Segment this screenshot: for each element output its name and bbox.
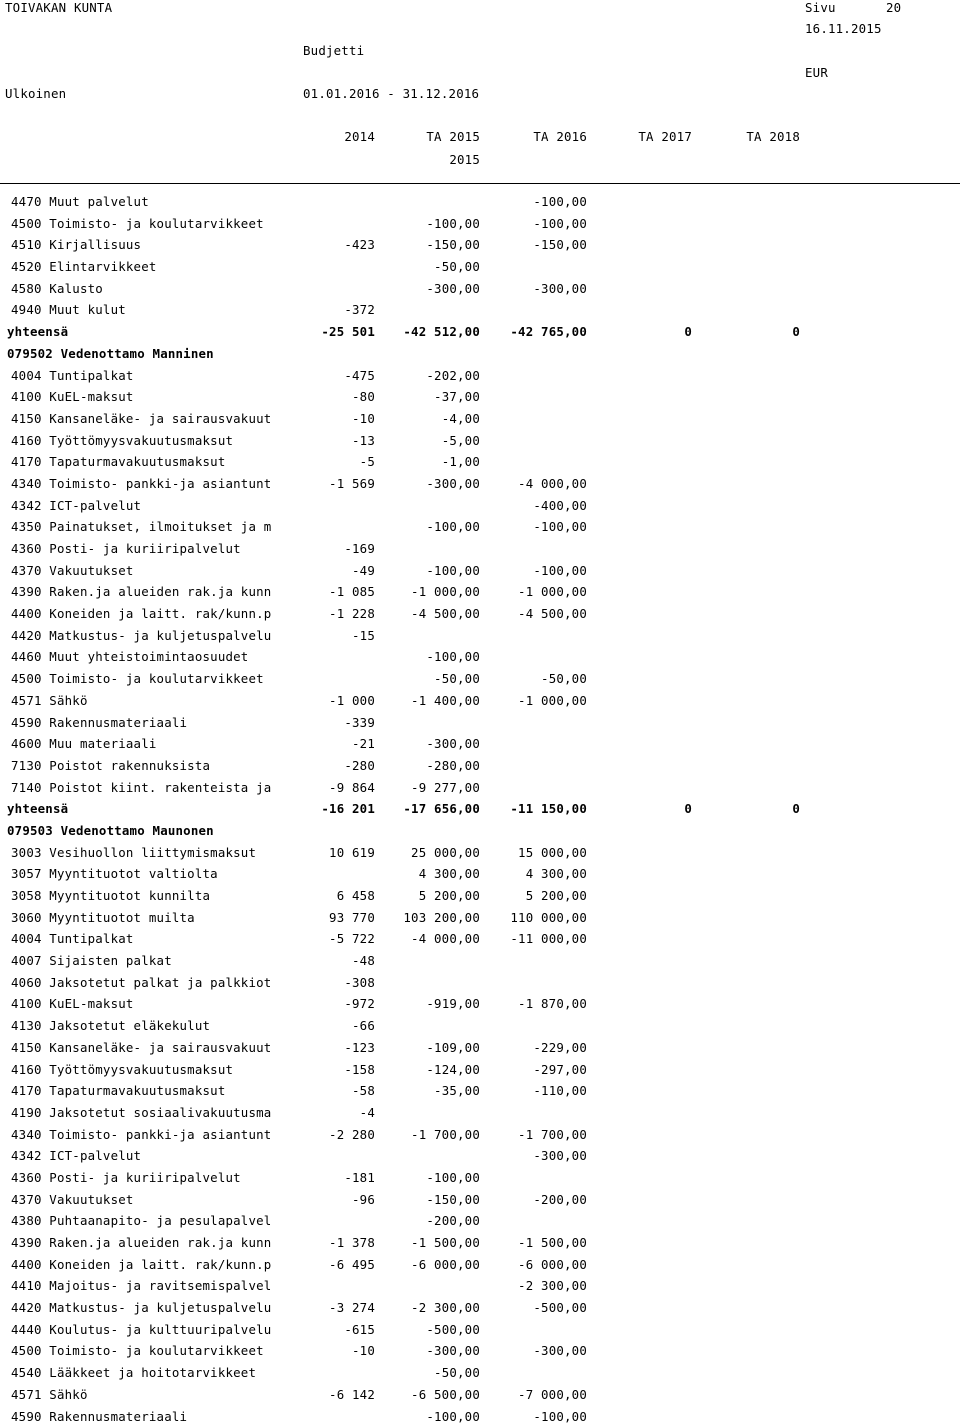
row-label: 4004 Tuntipalkat [11,365,134,387]
table-row [0,1102,960,1124]
row-label: 4380 Puhtaanapito- ja pesulapalvel [11,1210,271,1232]
cell-ta2015: -1,00 [442,451,480,473]
cell-2014: -1 000 [329,690,375,712]
table-row [0,299,960,321]
table-row [0,1189,960,1211]
cell-ta2016: -300,00 [533,1340,587,1362]
cell-2014: -1 378 [329,1232,375,1254]
row-label: 4100 KuEL-maksut [11,386,134,408]
table-row [0,1145,960,1167]
row-label: 4940 Muut kulut [11,299,126,321]
cell-ta2016: -100,00 [533,213,587,235]
cell-ta2015: 5 200,00 [419,885,480,907]
row-label: 4370 Vakuutukset [11,560,134,582]
cell-2014: 6 458 [337,885,375,907]
row-label: 4170 Tapaturmavakuutusmaksut [11,451,225,473]
cell-ta2018: 0 [792,798,800,820]
cell-ta2015: -150,00 [426,1189,480,1211]
cell-2014: -372 [344,299,375,321]
table-row [0,256,960,278]
row-label: 3003 Vesihuollon liittymismaksut [11,842,256,864]
cell-ta2015: -300,00 [426,278,480,300]
row-label: 4500 Toimisto- ja koulutarvikkeet [11,1340,264,1362]
cell-2014: -16 201 [321,798,375,820]
cell-2014: -280 [344,755,375,777]
cell-2014: -1 569 [329,473,375,495]
cell-ta2015: -5,00 [442,430,480,452]
cell-ta2016: -11 150,00 [510,798,587,820]
row-label: 4190 Jaksotetut sosiaalivakuutusma [11,1102,271,1124]
row-label: 4360 Posti- ja kuriiripalvelut [11,538,241,560]
cell-ta2015: -280,00 [426,755,480,777]
cell-ta2016: -100,00 [533,560,587,582]
table-row [0,603,960,625]
table-row [0,842,960,864]
cell-ta2016: -297,00 [533,1059,587,1081]
row-label: yhteensä [7,798,68,820]
cell-2014: -1 228 [329,603,375,625]
row-label: 4400 Koneiden ja laitt. rak/kunn.p [11,603,271,625]
cell-ta2016: 15 000,00 [518,842,587,864]
cell-ta2016: -4 000,00 [518,473,587,495]
cell-2014: -475 [344,365,375,387]
table-row [0,430,960,452]
cell-ta2015: -1 400,00 [411,690,480,712]
table-row [0,993,960,1015]
cell-2014: -1 085 [329,581,375,603]
cell-ta2017: 0 [684,321,692,343]
table-row [0,451,960,473]
cell-2014: -9 864 [329,777,375,799]
cell-ta2016: -500,00 [533,1297,587,1319]
row-label: 7140 Poistot kiint. rakenteista ja [11,777,271,799]
cell-ta2015: 103 200,00 [403,907,480,929]
cell-ta2018: 0 [792,321,800,343]
cell-ta2016: -1 500,00 [518,1232,587,1254]
cell-ta2016: -200,00 [533,1189,587,1211]
row-label: 4470 Muut palvelut [11,191,149,213]
cell-ta2015: 4 300,00 [419,863,480,885]
row-label: 4160 Työttömyysvakuutusmaksut [11,430,233,452]
cell-ta2015: -4 000,00 [411,928,480,950]
cell-ta2015: -50,00 [434,256,480,278]
cell-2014: -21 [352,733,375,755]
table-row [0,213,960,235]
cell-ta2015: 25 000,00 [411,842,480,864]
cell-2014: -15 [352,625,375,647]
table-row [0,712,960,734]
cell-2014: -4 [360,1102,375,1124]
cell-2014: -66 [352,1015,375,1037]
table-row [0,1015,960,1037]
table-row [0,495,960,517]
cell-ta2016: -1 000,00 [518,581,587,603]
cell-2014: -5 [360,451,375,473]
cell-ta2015: -200,00 [426,1210,480,1232]
row-label: 4160 Työttömyysvakuutusmaksut [11,1059,233,1081]
cell-2014: -308 [344,972,375,994]
cell-ta2015: -100,00 [426,1406,480,1427]
cell-ta2016: -400,00 [533,495,587,517]
column-subheader-ta2015: 2015 [449,152,480,167]
table-row [0,278,960,300]
page-number: 20 [886,0,901,15]
cell-ta2015: -100,00 [426,1167,480,1189]
row-label: 4400 Koneiden ja laitt. rak/kunn.p [11,1254,271,1276]
row-label: yhteensä [7,321,68,343]
cell-ta2016: -100,00 [533,191,587,213]
cell-ta2015: -4,00 [442,408,480,430]
cell-ta2016: -110,00 [533,1080,587,1102]
table-row [0,777,960,799]
table-row [0,950,960,972]
table-row [0,1340,960,1362]
table-row [0,386,960,408]
cell-ta2015: -300,00 [426,473,480,495]
row-label: 4590 Rakennusmateriaali [11,1406,187,1427]
column-header-ta2018: TA 2018 [746,129,800,144]
cell-ta2015: -124,00 [426,1059,480,1081]
row-label: 4520 Elintarvikkeet [11,256,157,278]
cell-ta2015: -1 700,00 [411,1124,480,1146]
row-label: 4410 Majoitus- ja ravitsemispalvel [11,1275,271,1297]
table-row [0,1080,960,1102]
column-header-ta2015: TA 2015 [426,129,480,144]
cell-ta2016: -229,00 [533,1037,587,1059]
cell-ta2015: -1 500,00 [411,1232,480,1254]
row-label: 4540 Lääkkeet ja hoitotarvikkeet [11,1362,256,1384]
cell-2014: -169 [344,538,375,560]
cell-2014: 93 770 [329,907,375,929]
cell-ta2015: -100,00 [426,560,480,582]
table-row [0,1319,960,1341]
row-label: 4170 Tapaturmavakuutusmaksut [11,1080,225,1102]
table-row [0,863,960,885]
row-label: 4150 Kansaneläke- ja sairausvakuut [11,408,271,430]
cell-2014: -181 [344,1167,375,1189]
cell-2014: -5 722 [329,928,375,950]
table-row-summary [0,798,960,820]
cell-ta2016: -4 500,00 [518,603,587,625]
cell-ta2015: -500,00 [426,1319,480,1341]
row-label: 4340 Toimisto- pankki-ja asiantunt [11,473,271,495]
cell-ta2016: -100,00 [533,1406,587,1427]
table-row [0,733,960,755]
table-row [0,1297,960,1319]
table-row [0,191,960,213]
row-label: 4360 Posti- ja kuriiripalvelut [11,1167,241,1189]
budget-table [0,191,960,1427]
row-label: 4060 Jaksotetut palkat ja palkkiot [11,972,271,994]
row-label: 3057 Myyntituotot valtiolta [11,863,218,885]
table-row [0,1275,960,1297]
row-label: 4460 Muut yhteistoimintaosuudet [11,646,248,668]
cell-2014: -6 142 [329,1384,375,1406]
table-row [0,1210,960,1232]
cell-2014: -423 [344,234,375,256]
table-row-summary [0,820,960,842]
cell-ta2016: -1 870,00 [518,993,587,1015]
cell-2014: -339 [344,712,375,734]
cell-ta2015: -6 500,00 [411,1384,480,1406]
table-row [0,1037,960,1059]
column-header-ta2017: TA 2017 [638,129,692,144]
cell-2014: -615 [344,1319,375,1341]
table-row [0,560,960,582]
municipality-name: TOIVAKAN KUNTA [5,0,112,15]
table-row [0,972,960,994]
row-label: 079503 Vedenottamo Maunonen [7,820,214,842]
cell-ta2015: -4 500,00 [411,603,480,625]
table-row [0,928,960,950]
table-row [0,473,960,495]
row-label: 4420 Matkustus- ja kuljetuspalvelu [11,1297,271,1319]
table-row [0,1384,960,1406]
table-row [0,408,960,430]
doc-title: Budjetti [303,43,364,58]
cell-2014: -158 [344,1059,375,1081]
cell-2014: -80 [352,386,375,408]
row-label: 4420 Matkustus- ja kuljetuspalvelu [11,625,271,647]
cell-2014: -123 [344,1037,375,1059]
table-row [0,1232,960,1254]
cell-ta2015: -202,00 [426,365,480,387]
cell-ta2015: -919,00 [426,993,480,1015]
cell-ta2015: -37,00 [434,386,480,408]
page-label: Sivu [805,0,836,15]
row-label: 4440 Koulutus- ja kulttuuripalvelu [11,1319,271,1341]
cell-2014: 10 619 [329,842,375,864]
cell-2014: -58 [352,1080,375,1102]
cell-ta2015: -150,00 [426,234,480,256]
cell-ta2016: -100,00 [533,516,587,538]
header-divider [0,183,960,184]
cell-ta2015: -9 277,00 [411,777,480,799]
row-label: 4590 Rakennusmateriaali [11,712,187,734]
table-row [0,907,960,929]
cell-2014: -10 [352,1340,375,1362]
table-row [0,516,960,538]
cell-ta2015: -17 656,00 [403,798,480,820]
table-row [0,1124,960,1146]
column-header-2014: 2014 [344,129,375,144]
cell-ta2016: -2 300,00 [518,1275,587,1297]
cell-ta2015: -100,00 [426,516,480,538]
cell-ta2016: -50,00 [541,668,587,690]
table-row [0,234,960,256]
cell-2014: -6 495 [329,1254,375,1276]
row-label: 079502 Vedenottamo Manninen [7,343,214,365]
row-label: 4600 Muu materiaali [11,733,157,755]
cell-ta2016: -1 000,00 [518,690,587,712]
cell-ta2016: -1 700,00 [518,1124,587,1146]
row-label: 4390 Raken.ja alueiden rak.ja kunn [11,1232,271,1254]
row-label: 4150 Kansaneläke- ja sairausvakuut [11,1037,271,1059]
cell-2014: -2 280 [329,1124,375,1146]
row-label: 3058 Myyntituotot kunnilta [11,885,210,907]
cell-ta2015: -1 000,00 [411,581,480,603]
cell-ta2015: -109,00 [426,1037,480,1059]
cell-ta2016: -7 000,00 [518,1384,587,1406]
cell-2014: -25 501 [321,321,375,343]
cell-ta2016: 4 300,00 [526,863,587,885]
cell-ta2015: -300,00 [426,1340,480,1362]
period: 01.01.2016 - 31.12.2016 [303,86,479,101]
table-row [0,1254,960,1276]
report-date: 16.11.2015 [805,21,882,36]
row-label: 4004 Tuntipalkat [11,928,134,950]
table-row [0,755,960,777]
table-row [0,1362,960,1384]
cell-ta2017: 0 [684,798,692,820]
cell-2014: -972 [344,993,375,1015]
row-label: 3060 Myyntituotot muilta [11,907,195,929]
table-row-summary [0,321,960,343]
row-label: 4500 Toimisto- ja koulutarvikkeet [11,213,264,235]
row-label: 4007 Sijaisten palkat [11,950,172,972]
cell-ta2015: -6 000,00 [411,1254,480,1276]
cell-ta2016: -11 000,00 [510,928,587,950]
cell-ta2016: -42 765,00 [510,321,587,343]
row-label: 4370 Vakuutukset [11,1189,134,1211]
row-label: 4340 Toimisto- pankki-ja asiantunt [11,1124,271,1146]
row-label: 4571 Sähkö [11,1384,88,1406]
cell-ta2015: -300,00 [426,733,480,755]
cell-ta2016: -150,00 [533,234,587,256]
row-label: 4510 Kirjallisuus [11,234,141,256]
cell-2014: -48 [352,950,375,972]
table-row [0,1167,960,1189]
cell-2014: -96 [352,1189,375,1211]
row-label: 4390 Raken.ja alueiden rak.ja kunn [11,581,271,603]
row-label: 4342 ICT-palvelut [11,1145,141,1167]
cell-2014: -3 274 [329,1297,375,1319]
row-label: 4500 Toimisto- ja koulutarvikkeet [11,668,264,690]
cell-ta2015: -35,00 [434,1080,480,1102]
row-label: 4350 Painatukset, ilmoitukset ja m [11,516,271,538]
cell-ta2016: 5 200,00 [526,885,587,907]
table-row [0,1406,960,1427]
table-row [0,625,960,647]
row-label: 4571 Sähkö [11,690,88,712]
table-row [0,690,960,712]
table-row [0,365,960,387]
cell-ta2016: -300,00 [533,1145,587,1167]
view-type: Ulkoinen [5,86,66,101]
currency: EUR [805,65,828,80]
cell-2014: -49 [352,560,375,582]
table-row-summary [0,343,960,365]
row-label: 7130 Poistot rakennuksista [11,755,210,777]
table-row [0,885,960,907]
cell-ta2015: -50,00 [434,668,480,690]
cell-2014: -10 [352,408,375,430]
cell-ta2015: -42 512,00 [403,321,480,343]
row-label: 4130 Jaksotetut eläkekulut [11,1015,210,1037]
row-label: 4342 ICT-palvelut [11,495,141,517]
cell-ta2016: -6 000,00 [518,1254,587,1276]
cell-ta2015: -50,00 [434,1362,480,1384]
table-row [0,581,960,603]
table-row [0,538,960,560]
cell-ta2016: -300,00 [533,278,587,300]
column-header-ta2016: TA 2016 [533,129,587,144]
table-row [0,668,960,690]
cell-ta2016: 110 000,00 [510,907,587,929]
row-label: 4580 Kalusto [11,278,103,300]
cell-ta2015: -100,00 [426,213,480,235]
cell-ta2015: -2 300,00 [411,1297,480,1319]
table-row [0,646,960,668]
table-row [0,1059,960,1081]
cell-ta2015: -100,00 [426,646,480,668]
row-label: 4100 KuEL-maksut [11,993,134,1015]
cell-2014: -13 [352,430,375,452]
